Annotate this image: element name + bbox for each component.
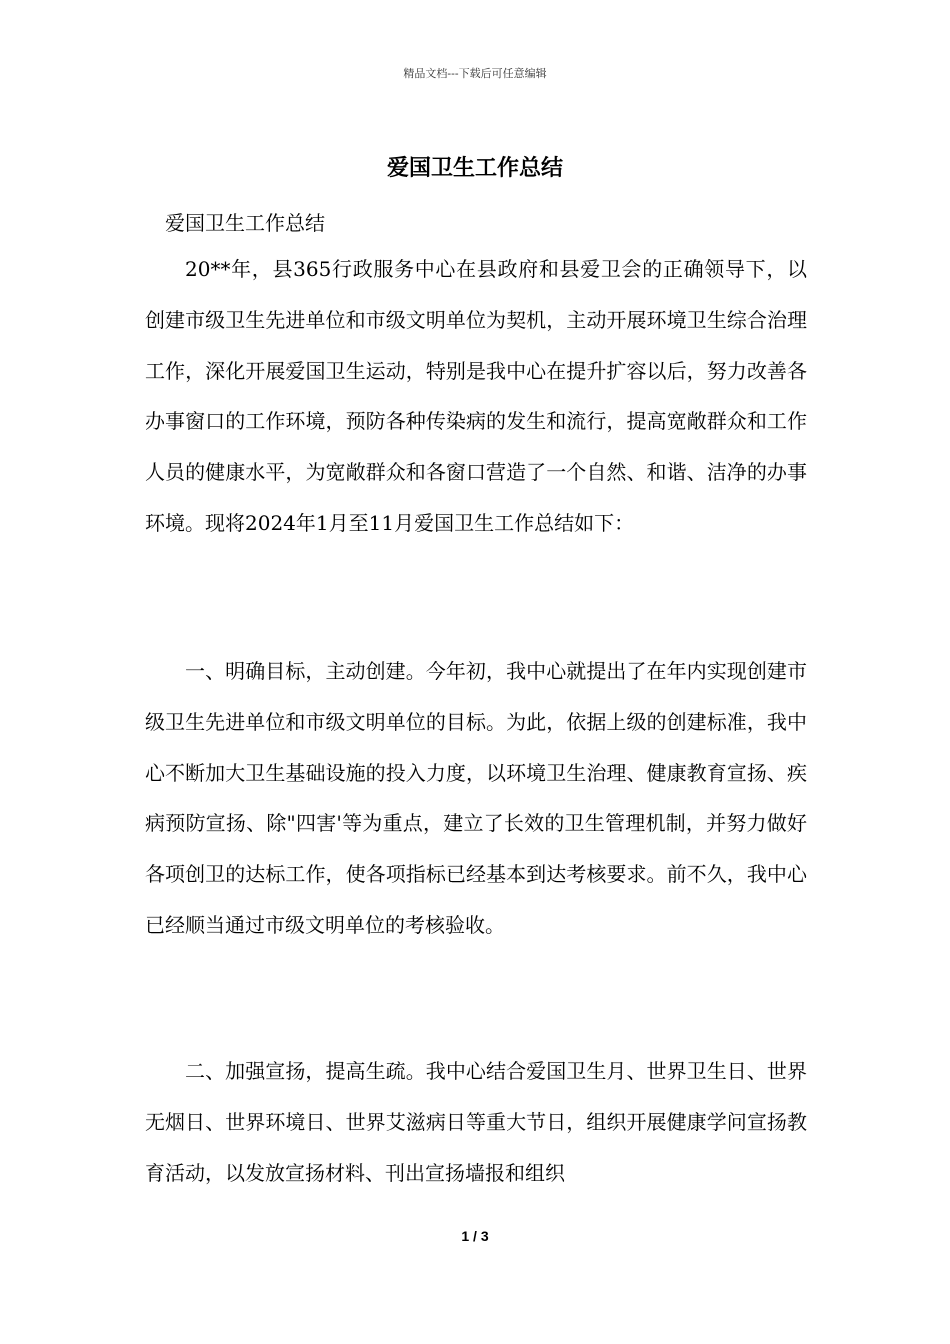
paragraph-intro: 20**年，县365行政服务中心在县政府和县爱卫会的正确领导下，以创建市级卫生先进单位和市级文明单位为契机，主动开展环境卫生综合治理工作，深化开展爱国卫生运动，特别是我中心在提升扩容以后，努力改善各办事窗口的工作环境，预防各种传染病的发生和流行，提高宽敞群众和工作人员的健康水平，为宽敞群众和各窗口营造了一个自然、和谐、洁净的办事环境。现将2024年1月至11月爱国卫生工作总结如下： (145, 257, 807, 535)
document-subtitle: 爱国卫生工作总结 (165, 211, 325, 235)
page-number: 1 / 3 (461, 1228, 489, 1244)
paragraph-section-2: 二、加强宣扬，提高生疏。我中心结合爱国卫生月、世界卫生日、世界无烟日、世界环境日、世界艾滋病日等重大节日，组织开展健康学问宣扬教育活动，以发放宣扬材料、刊出宣扬墙报和组织 (145, 1059, 807, 1185)
paragraph-section-1: 一、明确目标，主动创建。今年初，我中心就提出了在年内实现创建市级卫生先进单位和市级文明单位的目标。为此，依据上级的创建标准，我中心不断加大卫生基础设施的投入力度，以环境卫生治理、健康教育宣扬、疾病预防宣扬、除"四害'等为重点，建立了长效的卫生管理机制，并努力做好各项创卫的达标工作，使各项指标已经基本到达考核要求。前不久，我中心已经顺当通过市级文明单位的考核验收。 (145, 659, 807, 937)
document-title: 爱国卫生工作总结 (386, 155, 563, 181)
page-header: 精品文档---下载后可任意编辑 (403, 67, 547, 80)
